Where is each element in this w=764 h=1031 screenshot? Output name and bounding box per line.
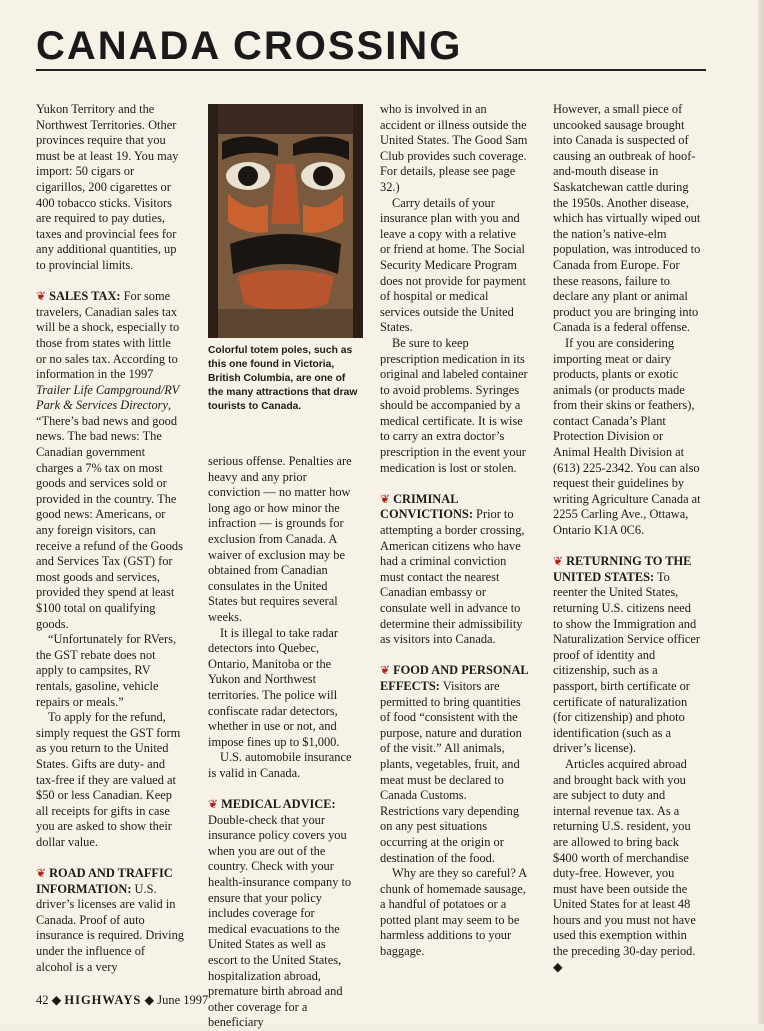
column-4 xyxy=(553,102,701,975)
paragraph-text: Articles acquired abroad and brought back with you are subject to duty and internal revenue tax. As a returning U.S. resident, you are allowed to bring back $400 worth of merchandise duty-free. However, you must have been outside the United States for at least 48 hours and you must not have used this exemption within the preceding 30-day period. xyxy=(553,756,696,959)
column-2 xyxy=(208,454,356,1031)
section-heading: CRIMINAL CONVICTIONS: xyxy=(380,491,473,522)
directory-title: Trailer Life Campground/RV Park & Services Directory xyxy=(36,382,179,413)
paragraph: It is illegal to take radar detectors into Quebec, Ontario, Manitoba or the Yukon and Northwest territories. The police will confiscate radar detectors, whether in use or not, and impose fines up to $1,000. xyxy=(208,625,340,749)
page-number: 42 xyxy=(36,993,49,1007)
paragraph-text: Prior to attempting a border crossing, American citizens who have had a criminal conviction must contact the nearest Canadian embassy or consulate well in advance to determine their admissibility as visitors into Canada. xyxy=(380,507,525,647)
maple-leaf-icon: ❦ xyxy=(380,491,391,506)
title-rule xyxy=(36,69,706,71)
footer-separator: ◆ xyxy=(51,993,62,1007)
column-3 xyxy=(380,102,528,960)
maple-leaf-icon: ❦ xyxy=(208,797,219,812)
paragraph-text: U.S. driver’s licenses are valid in Canada. Proof of auto insurance is required. Driving under the influence of alcohol is a very xyxy=(36,881,184,974)
paragraph-text: For some travelers, Canadian sales tax will be a shock, especially to those from states with little or no sales tax. According to information in the 1997 xyxy=(36,289,180,382)
paragraph-text: Visitors are permitted to bring quantities of food “consistent with the purpose, nature and duration of the visit.” All animals, plants, vegetables, fruit, and meat must be declared to Canada Customs. Restrictions vary depending on any pest situations occurring at the origin or destination of the food. xyxy=(380,678,522,865)
photo-caption: Colorful totem poles, such as this one found in Victoria, British Columbia, are one of the many attractions that draw tourists to Canada. xyxy=(208,345,358,412)
section-heading: SALES TAX: xyxy=(49,289,121,304)
paragraph: To apply for the refund, simply request the GST form as you return to the United States. Gifts are duty- and tax-free if they are valued at $50 or less Canadian. Keep all receipts for gifts in case you are asked to show their dollar value. xyxy=(36,710,181,849)
section-medical-advice xyxy=(208,797,356,1031)
section-heading: FOOD AND PERSONAL EFFECTS: xyxy=(380,663,528,693)
paragraph: who is involved in an accident or illness outside the United States. The Good Sam Club provides such coverage. For details, please see page 32.) xyxy=(380,102,528,194)
paragraph-text: Double-check that your insurance policy covers you when you are out of the country. Check with your health-insurance company to ensure that your policy includes coverage for medical evacuations to the United States as well as escort to the United States, hospitalization abroad, premature birth abroad and other coverage for a beneficiary xyxy=(208,812,352,1030)
paragraph: Why are they so careful? A chunk of homemade sausage, a handful of potatoes or a potted plant may seem to be harmless additions to your baggage. xyxy=(380,866,527,959)
maple-leaf-icon: ❦ xyxy=(553,554,564,569)
column-1 xyxy=(36,102,184,975)
section-road-traffic xyxy=(36,866,184,975)
paragraph: Be sure to keep prescription medication in its original and labeled container to avoid problems. Syringes should be accompanied by a medical certificate. It is wise to carry an extra doctor’s prescription in the event your medication is lost or stolen. xyxy=(380,335,528,475)
paragraph: However, a small piece of uncooked sausage brought into Canada is suspected of causing an outbreak of hoof-and-mouth disease in Saskatchewan cattle during the 1950s. Another disease, which has virtually wiped out the nation’s native-elm population, was introduced to Canada from Europe. For these reasons, failure to declare any plant or animal product you are bringing into Canada is a federal offense. xyxy=(553,102,701,335)
paragraph: Carry details of your insurance plan with you and leave a copy with a relative or friend at home. The Social Security Medicare Program does not provide for payment of hospital or medical services outside the United States. xyxy=(380,195,526,335)
magazine-name: HIGHWAYS xyxy=(64,993,142,1007)
section-heading: MEDICAL ADVICE: xyxy=(221,797,336,812)
maple-leaf-icon: ❦ xyxy=(380,663,391,678)
section-sales-tax xyxy=(36,289,184,632)
section-heading: ROAD AND TRAFFIC INFORMATION: xyxy=(36,866,173,896)
section-returning-us xyxy=(553,554,701,757)
paragraph xyxy=(553,757,701,975)
footer-separator: ◆ xyxy=(144,993,155,1007)
paragraph: Yukon Territory and the Northwest Territories. Other provinces require that you must be at least 19. You may import: 50 cigars or cigarillos, 200 cigarettes or 400 tobacco sticks. Visitors are required to pay duties, taxes and provincial fees for any additional quantities, up to provincial limits. xyxy=(36,102,179,272)
paragraph: If you are considering importing meat or dairy products, plants or exotic animals (or products made from their skins or feathers), contact Canada’s Plant Protection Division or Animal Health Division at (613) 225-2342. You can also request their guidelines by writing Agriculture Canada at 2255 Carling Ave., Ottawa, Ontario K1A 0C6. xyxy=(553,335,701,538)
section-food-personal-effects xyxy=(380,663,528,866)
maple-leaf-icon: ❦ xyxy=(36,866,47,881)
totem-pole-photo xyxy=(208,104,363,338)
paragraph-text: , “There’s bad news and good news. The bad news: The Canadian government charges a 7% tax on most goods and services sold or provided in the country. The good news: Americans, or any foreign visitors, can receive a refund of the Goods and Services Tax (GST) for most goods and services, provided they spend at least $100 total on qualifying goods. xyxy=(36,398,183,631)
paragraph-text: To reenter the United States, returning U.S. citizens need to show the Immigration and Naturalization Service officer proof of identity and citizenship, such as a passport, birth certificate or certificate of naturalization (for citizenship) and photo identification (such as a driver’s license). xyxy=(553,569,701,756)
issue-date: June 1997 xyxy=(157,993,209,1007)
paragraph: “Unfortunately for RVers, the GST rebate does not apply to campsites, RV rentals, gasoline, vehicle repairs or meals.” xyxy=(36,632,177,709)
end-mark: ◆ xyxy=(553,959,563,974)
section-criminal-convictions xyxy=(380,492,528,648)
page-title: CANADA CROSSING xyxy=(36,24,463,68)
maple-leaf-icon: ❦ xyxy=(36,289,47,304)
page-footer xyxy=(36,992,208,1008)
paragraph: serious offense. Penalties are heavy and any prior conviction — no matter how long ago or how minor the infraction — is grounds for exclusion from Canada. A waiver of exclusion may be obtained from Canadian consulates in the United States but requires several weeks. xyxy=(208,454,352,624)
paragraph: U.S. automobile insurance is valid in Canada. xyxy=(208,750,352,780)
page-edge xyxy=(758,0,764,1024)
section-heading: RETURNING TO THE UNITED STATES: xyxy=(553,554,692,584)
